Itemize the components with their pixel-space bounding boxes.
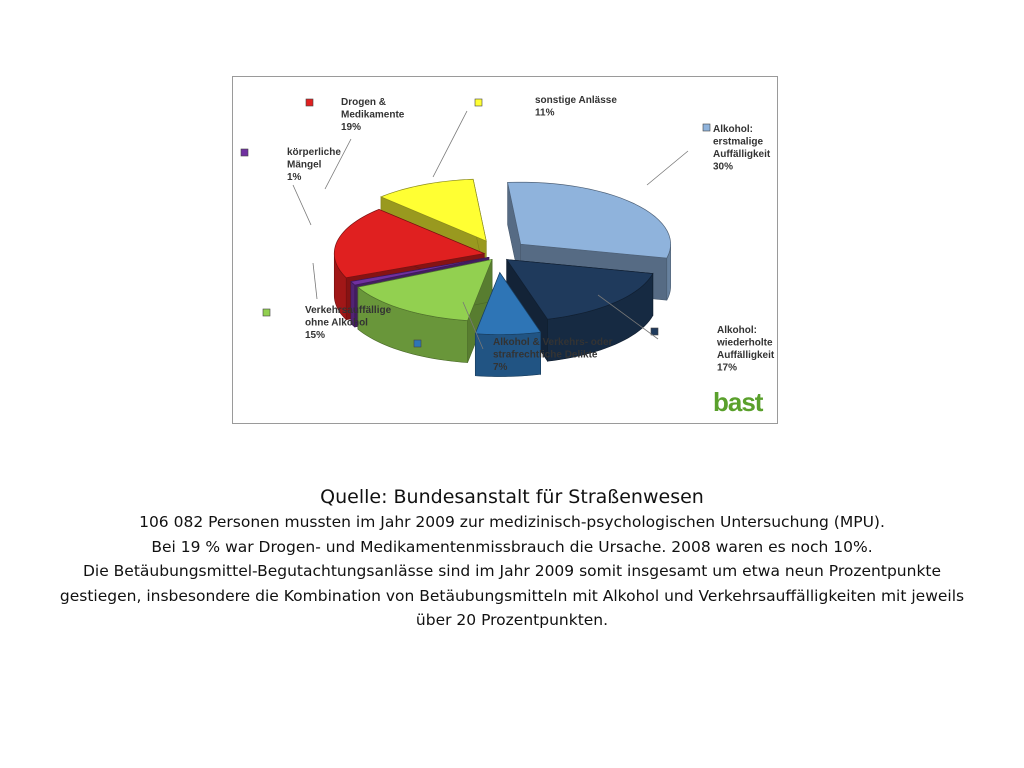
- slice-label-text: sonstige Anlässe: [535, 95, 617, 106]
- legend-swatch-6: [475, 99, 482, 106]
- leader-line-6: [433, 111, 467, 177]
- slice-label-text: Verkehrsauffällige: [305, 305, 392, 316]
- slice-label-text: Alkohol:: [713, 124, 753, 135]
- leader-line-0: [647, 151, 688, 185]
- pie-chart: [233, 77, 779, 425]
- slice-label-text: körperliche: [287, 147, 341, 158]
- slice-label-0: [703, 124, 771, 173]
- slice-label-text: Auffälligkeit: [713, 149, 771, 160]
- legend-swatch-3: [263, 309, 270, 316]
- slice-label-text: Alkohol & Verkehrs- oder: [493, 337, 613, 348]
- source-line: Quelle: Bundesanstalt für Straßenwesen: [320, 486, 704, 508]
- caption-line-1: 106 082 Personen mussten im Jahr 2009 zur medizinisch-psychologischen Untersuchung (MPU).: [139, 513, 885, 531]
- slice-label-text: Mängel: [287, 159, 322, 171]
- slice-label-text: 11%: [535, 107, 555, 119]
- slice-label-5: [306, 97, 405, 133]
- slice-label-text: 1%: [287, 172, 302, 183]
- slice-label-text: 15%: [305, 330, 326, 341]
- slice-label-4: [241, 147, 341, 183]
- caption-block: [40, 484, 984, 633]
- slice-label-text: strafrechtliche Delikte: [493, 349, 598, 361]
- slice-label-text: Drogen &: [341, 97, 386, 108]
- slice-label-text: wiederholte: [717, 337, 773, 349]
- slice-label-1: [651, 325, 775, 374]
- slice-label-text: 17%: [717, 362, 738, 374]
- legend-swatch-0: [703, 124, 710, 131]
- caption-line-3: Die Betäubungsmittel-Begutachtungsanlässe sind im Jahr 2009 somit insgesamt um etwa neun Prozentpunkte gestiegen, insbesondere die Kombination von Betäubungsmitteln mit Alkohol und Verkehrsauffälligkeiten mit jeweils über 20 Prozentpunkten.: [59, 562, 965, 629]
- bast-logo: bast: [713, 387, 763, 417]
- slice-label-6: [475, 95, 617, 119]
- slice-label-text: erstmalige: [713, 136, 764, 148]
- caption-line-2: Bei 19 % war Drogen- und Medikamentenmissbrauch die Ursache. 2008 waren es noch 10%.: [151, 537, 873, 556]
- legend-swatch-2: [414, 340, 421, 347]
- pie-chart-panel: [232, 76, 778, 424]
- slice-label-text: ohne Alkohol: [305, 317, 368, 329]
- legend-swatch-5: [306, 99, 313, 106]
- slice-label-text: Auffälligkeit: [717, 350, 775, 361]
- leader-line-4: [293, 185, 311, 225]
- slice-label-text: Alkohol:: [717, 325, 757, 336]
- slice-label-text: 19%: [341, 122, 362, 133]
- slice-label-text: 7%: [493, 362, 508, 373]
- legend-swatch-1: [651, 328, 658, 335]
- slice-label-text: 30%: [713, 161, 734, 173]
- legend-swatch-4: [241, 149, 248, 156]
- slice-label-text: Medikamente: [341, 109, 405, 121]
- leader-line-3: [313, 263, 317, 299]
